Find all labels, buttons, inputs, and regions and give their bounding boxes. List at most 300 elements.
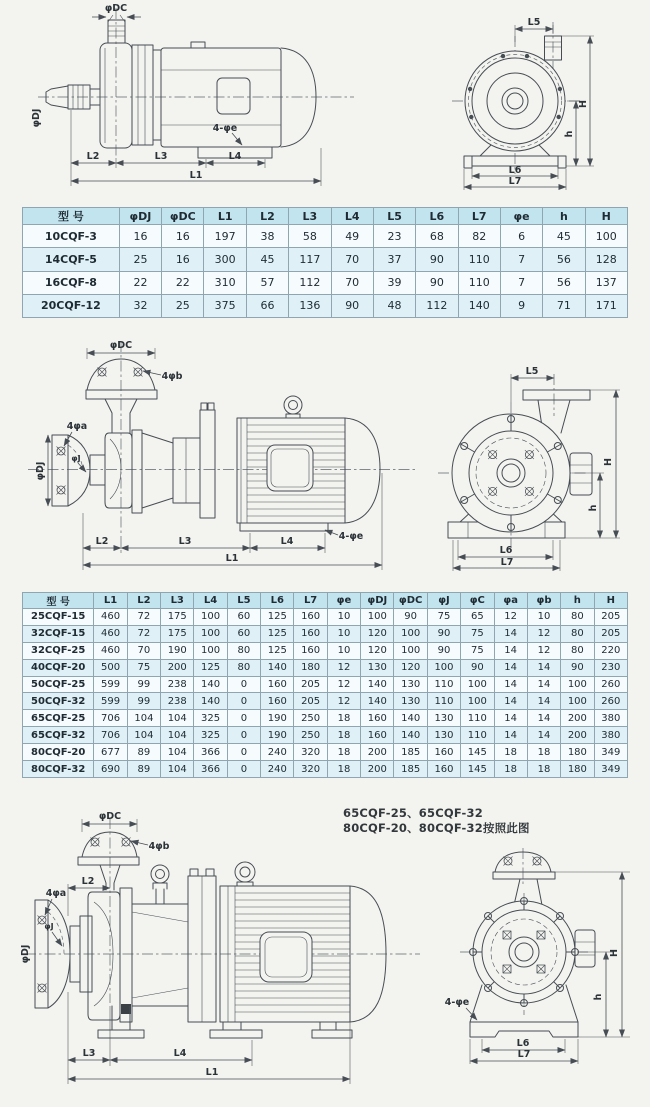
value-cell: 130 [394, 676, 427, 693]
column-header: 型 号 [23, 593, 94, 609]
value-cell: 18 [527, 744, 560, 761]
value-cell: 14 [527, 676, 560, 693]
value-cell: 100 [561, 693, 594, 710]
value-cell: 75 [127, 659, 160, 676]
value-cell: 117 [289, 248, 331, 271]
table-row [23, 744, 628, 761]
value-cell: 100 [194, 609, 227, 626]
value-cell: 99 [127, 676, 160, 693]
column-header: L7 [294, 593, 327, 609]
table-header-row [23, 593, 628, 609]
motor-nameplate [260, 932, 312, 982]
value-cell: 325 [194, 710, 227, 727]
value-cell: 185 [394, 744, 427, 761]
dim-label-dc: φDC [98, 811, 122, 822]
table-row [23, 727, 628, 744]
value-cell: 90 [416, 248, 458, 271]
value-cell: 100 [394, 625, 427, 642]
value-cell: 140 [361, 676, 394, 693]
model-cell: 14CQF-5 [23, 248, 120, 271]
value-cell: 137 [585, 271, 627, 294]
value-cell: 677 [94, 744, 127, 761]
value-cell: 260 [594, 693, 627, 710]
value-cell: 14 [527, 727, 560, 744]
value-cell: 6 [500, 225, 542, 248]
value-cell: 160 [361, 727, 394, 744]
value-cell: 89 [127, 744, 160, 761]
value-cell: 180 [561, 761, 594, 778]
dim-label-l5: L5 [525, 366, 539, 377]
model-cell: 16CQF-8 [23, 271, 120, 294]
value-cell: 349 [594, 744, 627, 761]
value-cell: 300 [204, 248, 246, 271]
dim-label-4e: 4-φe [338, 531, 364, 542]
value-cell: 56 [543, 271, 585, 294]
value-cell: 380 [594, 710, 627, 727]
value-cell: 39 [373, 271, 415, 294]
column-header: L4 [194, 593, 227, 609]
dim-label-4a: 4φa [66, 421, 88, 432]
value-cell: 160 [261, 693, 294, 710]
value-cell: 16 [119, 225, 161, 248]
drawing-medium-pump-front [420, 350, 650, 582]
model-cell: 40CQF-20 [23, 659, 94, 676]
value-cell: 14 [494, 676, 527, 693]
value-cell: 175 [161, 625, 194, 642]
value-cell: 100 [461, 693, 494, 710]
value-cell: 14 [494, 727, 527, 744]
value-cell: 18 [327, 761, 360, 778]
value-cell: 375 [204, 294, 246, 317]
value-cell: 10 [327, 625, 360, 642]
model-cell: 65CQF-25 [23, 710, 94, 727]
column-header: φJ [427, 593, 460, 609]
value-cell: 205 [294, 693, 327, 710]
value-cell: 160 [261, 676, 294, 693]
value-cell: 460 [94, 609, 127, 626]
value-cell: 160 [294, 609, 327, 626]
value-cell: 18 [327, 710, 360, 727]
value-cell: 320 [294, 761, 327, 778]
dim-label-l2: L2 [86, 151, 100, 162]
dim-label-j: φJ [71, 454, 81, 463]
value-cell: 160 [294, 642, 327, 659]
value-cell: 14 [527, 693, 560, 710]
column-header: φe [500, 208, 542, 225]
value-cell: 110 [458, 248, 500, 271]
value-cell: 130 [427, 710, 460, 727]
value-cell: 16 [162, 225, 204, 248]
value-cell: 25 [162, 294, 204, 317]
value-cell: 706 [94, 727, 127, 744]
value-cell: 80 [227, 659, 260, 676]
dim-label-dc: φDC [104, 3, 128, 14]
table-row [23, 609, 628, 626]
value-cell: 200 [561, 727, 594, 744]
value-cell: 110 [461, 710, 494, 727]
value-cell: 125 [261, 625, 294, 642]
drawing-small-pump-front [430, 8, 650, 200]
value-cell: 49 [331, 225, 373, 248]
value-cell: 60 [227, 609, 260, 626]
value-cell: 599 [94, 676, 127, 693]
column-header: L6 [261, 593, 294, 609]
value-cell: 0 [227, 710, 260, 727]
value-cell: 349 [594, 761, 627, 778]
dim-label-l1: L1 [205, 1067, 219, 1078]
value-cell: 10 [327, 609, 360, 626]
value-cell: 57 [246, 271, 288, 294]
value-cell: 14 [494, 625, 527, 642]
table-large-pumps [22, 592, 628, 778]
value-cell: 128 [585, 248, 627, 271]
value-cell: 12 [527, 642, 560, 659]
motor-foot [210, 1022, 262, 1038]
value-cell: 110 [461, 727, 494, 744]
value-cell: 205 [294, 676, 327, 693]
value-cell: 250 [294, 710, 327, 727]
value-cell: 38 [246, 225, 288, 248]
value-cell: 25 [119, 248, 161, 271]
value-cell: 48 [373, 294, 415, 317]
dim-label-dj: φDJ [31, 108, 42, 128]
value-cell: 90 [461, 659, 494, 676]
value-cell: 80 [561, 609, 594, 626]
drawing-large-pump-side [20, 808, 440, 1100]
value-cell: 120 [361, 625, 394, 642]
value-cell: 7 [500, 271, 542, 294]
model-cell: 80CQF-32 [23, 761, 94, 778]
lifting-eye [284, 396, 302, 414]
table-row [23, 676, 628, 693]
volute-casing [88, 892, 120, 1020]
dim-label-H: H [578, 100, 589, 108]
dim-label-H: H [603, 458, 614, 466]
column-header: L2 [246, 208, 288, 225]
value-cell: 110 [427, 693, 460, 710]
column-header: φDJ [361, 593, 394, 609]
motor-foot [240, 523, 328, 531]
value-cell: 10 [527, 609, 560, 626]
dim-label-h: h [588, 504, 599, 512]
value-cell: 130 [427, 727, 460, 744]
value-cell: 120 [361, 642, 394, 659]
value-cell: 197 [204, 225, 246, 248]
column-header: L7 [458, 208, 500, 225]
value-cell: 90 [394, 609, 427, 626]
value-cell: 18 [494, 761, 527, 778]
motor-nameplate [267, 445, 313, 491]
value-cell: 175 [161, 609, 194, 626]
value-cell: 104 [161, 744, 194, 761]
value-cell: 190 [261, 727, 294, 744]
value-cell: 14 [527, 659, 560, 676]
volute-casing [105, 433, 132, 508]
value-cell: 100 [361, 609, 394, 626]
value-cell: 100 [585, 225, 627, 248]
value-cell: 22 [119, 271, 161, 294]
value-cell: 75 [461, 642, 494, 659]
value-cell: 80 [561, 625, 594, 642]
value-cell: 171 [585, 294, 627, 317]
value-cell: 460 [94, 642, 127, 659]
value-cell: 240 [261, 761, 294, 778]
value-cell: 145 [461, 744, 494, 761]
value-cell: 112 [416, 294, 458, 317]
value-cell: 136 [289, 294, 331, 317]
model-cell: 20CQF-12 [23, 294, 120, 317]
value-cell: 80 [561, 642, 594, 659]
value-cell: 0 [227, 744, 260, 761]
drawing-large-pump-front [430, 845, 645, 1105]
value-cell: 90 [427, 642, 460, 659]
lifting-eye [151, 865, 169, 883]
value-cell: 70 [331, 271, 373, 294]
pump-casing-front [465, 51, 565, 151]
column-header: h [543, 208, 585, 225]
value-cell: 690 [94, 761, 127, 778]
value-cell: 366 [194, 761, 227, 778]
model-cell: 65CQF-32 [23, 727, 94, 744]
dim-label-l1: L1 [225, 553, 239, 564]
value-cell: 185 [394, 761, 427, 778]
value-cell: 72 [127, 625, 160, 642]
value-cell: 90 [427, 625, 460, 642]
value-cell: 110 [458, 271, 500, 294]
dim-label-l5: L5 [527, 17, 541, 28]
model-cell: 32CQF-25 [23, 642, 94, 659]
value-cell: 0 [227, 676, 260, 693]
value-cell: 160 [294, 625, 327, 642]
value-cell: 75 [461, 625, 494, 642]
value-cell: 180 [294, 659, 327, 676]
value-cell: 230 [594, 659, 627, 676]
dimension-table-large-pumps [22, 592, 628, 778]
value-cell: 90 [416, 271, 458, 294]
value-cell: 12 [327, 659, 360, 676]
dim-label-dc: φDC [109, 340, 133, 351]
dim-label-l7: L7 [500, 557, 514, 568]
discharge-flange [523, 390, 590, 400]
table-row [23, 693, 628, 710]
column-header: L4 [331, 208, 373, 225]
value-cell: 460 [94, 625, 127, 642]
column-header: L1 [204, 208, 246, 225]
value-cell: 12 [494, 609, 527, 626]
value-cell: 14 [527, 710, 560, 727]
value-cell: 14 [494, 693, 527, 710]
value-cell: 200 [161, 659, 194, 676]
value-cell: 140 [394, 727, 427, 744]
table-small-pumps [22, 207, 628, 318]
value-cell: 140 [458, 294, 500, 317]
value-cell: 140 [361, 693, 394, 710]
table-row [23, 625, 628, 642]
value-cell: 325 [194, 727, 227, 744]
model-note-line2: 80CQF-20、80CQF-32按照此图 [343, 821, 530, 835]
value-cell: 22 [162, 271, 204, 294]
column-header: L3 [161, 593, 194, 609]
dim-label-l6: L6 [499, 545, 513, 556]
dim-label-4a: 4φa [45, 888, 67, 899]
dim-label-l7: L7 [517, 1049, 531, 1060]
value-cell: 37 [373, 248, 415, 271]
value-cell: 18 [327, 744, 360, 761]
value-cell: 205 [594, 609, 627, 626]
value-cell: 110 [427, 676, 460, 693]
dim-label-4b: 4φb [161, 371, 183, 382]
dim-label-H: H [609, 949, 620, 957]
value-cell: 100 [427, 659, 460, 676]
value-cell: 100 [194, 642, 227, 659]
table-row [23, 271, 628, 294]
outlet-pipe [108, 20, 125, 43]
side-box [570, 453, 592, 495]
table-row [23, 642, 628, 659]
value-cell: 112 [289, 271, 331, 294]
column-header: L5 [373, 208, 415, 225]
value-cell: 200 [561, 710, 594, 727]
column-header: L6 [416, 208, 458, 225]
value-cell: 260 [594, 676, 627, 693]
column-header: φa [494, 593, 527, 609]
value-cell: 104 [127, 710, 160, 727]
value-cell: 200 [361, 761, 394, 778]
dim-label-l4: L4 [228, 151, 242, 162]
table-row [23, 294, 628, 317]
drawing-medium-pump-side [20, 333, 420, 585]
drawing-small-pump-side [28, 0, 358, 200]
table-row [23, 225, 628, 248]
value-cell: 72 [127, 609, 160, 626]
suction-flange [52, 435, 68, 506]
value-cell: 125 [261, 609, 294, 626]
model-cell: 32CQF-15 [23, 625, 94, 642]
value-cell: 80 [227, 642, 260, 659]
value-cell: 0 [227, 761, 260, 778]
table-row [23, 761, 628, 778]
motor-nameplate [217, 78, 250, 114]
value-cell: 7 [500, 248, 542, 271]
value-cell: 90 [561, 659, 594, 676]
column-header: φb [527, 593, 560, 609]
value-cell: 60 [227, 625, 260, 642]
table-header-row [23, 208, 628, 225]
dim-label-l3: L3 [178, 536, 192, 547]
column-header: φDJ [119, 208, 161, 225]
value-cell: 0 [227, 727, 260, 744]
dim-label-l6: L6 [516, 1038, 530, 1049]
model-cell: 50CQF-32 [23, 693, 94, 710]
value-cell: 140 [261, 659, 294, 676]
dim-label-l3: L3 [82, 1048, 96, 1059]
table-row [23, 659, 628, 676]
value-cell: 104 [161, 710, 194, 727]
value-cell: 200 [361, 744, 394, 761]
column-header: L3 [289, 208, 331, 225]
dimension-table-small-pumps [22, 207, 628, 318]
value-cell: 10 [327, 642, 360, 659]
value-cell: 160 [427, 761, 460, 778]
column-header: φe [327, 593, 360, 609]
model-cell: 10CQF-3 [23, 225, 120, 248]
column-header: 型 号 [23, 208, 120, 225]
dim-label-j: φJ [44, 922, 54, 931]
dim-label-dj: φDJ [20, 944, 31, 964]
dim-label-l4: L4 [280, 536, 294, 547]
value-cell: 125 [194, 659, 227, 676]
value-cell: 130 [394, 693, 427, 710]
value-cell: 16 [162, 248, 204, 271]
column-header: h [561, 593, 594, 609]
value-cell: 366 [194, 744, 227, 761]
value-cell: 82 [458, 225, 500, 248]
dim-label-dj: φDJ [35, 461, 46, 481]
column-header: φC [461, 593, 494, 609]
value-cell: 56 [543, 248, 585, 271]
dim-label-h: h [593, 993, 604, 1001]
motor-lifting-eye [235, 862, 255, 882]
column-header: φDC [162, 208, 204, 225]
dim-label-l1: L1 [189, 170, 203, 181]
value-cell: 104 [161, 761, 194, 778]
table-row [23, 248, 628, 271]
value-cell: 706 [94, 710, 127, 727]
pedestal-base [470, 1022, 578, 1037]
value-cell: 130 [361, 659, 394, 676]
value-cell: 12 [327, 693, 360, 710]
value-cell: 145 [461, 761, 494, 778]
value-cell: 70 [127, 642, 160, 659]
value-cell: 90 [331, 294, 373, 317]
value-cell: 65 [461, 609, 494, 626]
model-cell: 80CQF-20 [23, 744, 94, 761]
value-cell: 140 [194, 676, 227, 693]
value-cell: 45 [246, 248, 288, 271]
value-cell: 12 [527, 625, 560, 642]
value-cell: 75 [427, 609, 460, 626]
value-cell: 238 [161, 676, 194, 693]
value-cell: 140 [194, 693, 227, 710]
dim-label-l2: L2 [81, 876, 95, 887]
value-cell: 18 [527, 761, 560, 778]
column-header: H [585, 208, 627, 225]
value-cell: 100 [561, 676, 594, 693]
value-cell: 9 [500, 294, 542, 317]
value-cell: 58 [289, 225, 331, 248]
value-cell: 18 [494, 744, 527, 761]
model-note-line1: 65CQF-25、65CQF-32 [343, 806, 483, 820]
value-cell: 14 [494, 710, 527, 727]
value-cell: 66 [246, 294, 288, 317]
dim-label-4e: 4-φe [444, 997, 470, 1008]
value-cell: 120 [394, 659, 427, 676]
dim-label-l4: L4 [173, 1048, 187, 1059]
table-row [23, 710, 628, 727]
model-cell: 25CQF-15 [23, 609, 94, 626]
dim-label-l2: L2 [95, 536, 109, 547]
value-cell: 500 [94, 659, 127, 676]
value-cell: 310 [204, 271, 246, 294]
support-column [200, 410, 215, 518]
value-cell: 99 [127, 693, 160, 710]
value-cell: 125 [261, 642, 294, 659]
value-cell: 32 [119, 294, 161, 317]
value-cell: 68 [416, 225, 458, 248]
value-cell: 250 [294, 727, 327, 744]
value-cell: 70 [331, 248, 373, 271]
dim-label-l7: L7 [508, 176, 522, 187]
